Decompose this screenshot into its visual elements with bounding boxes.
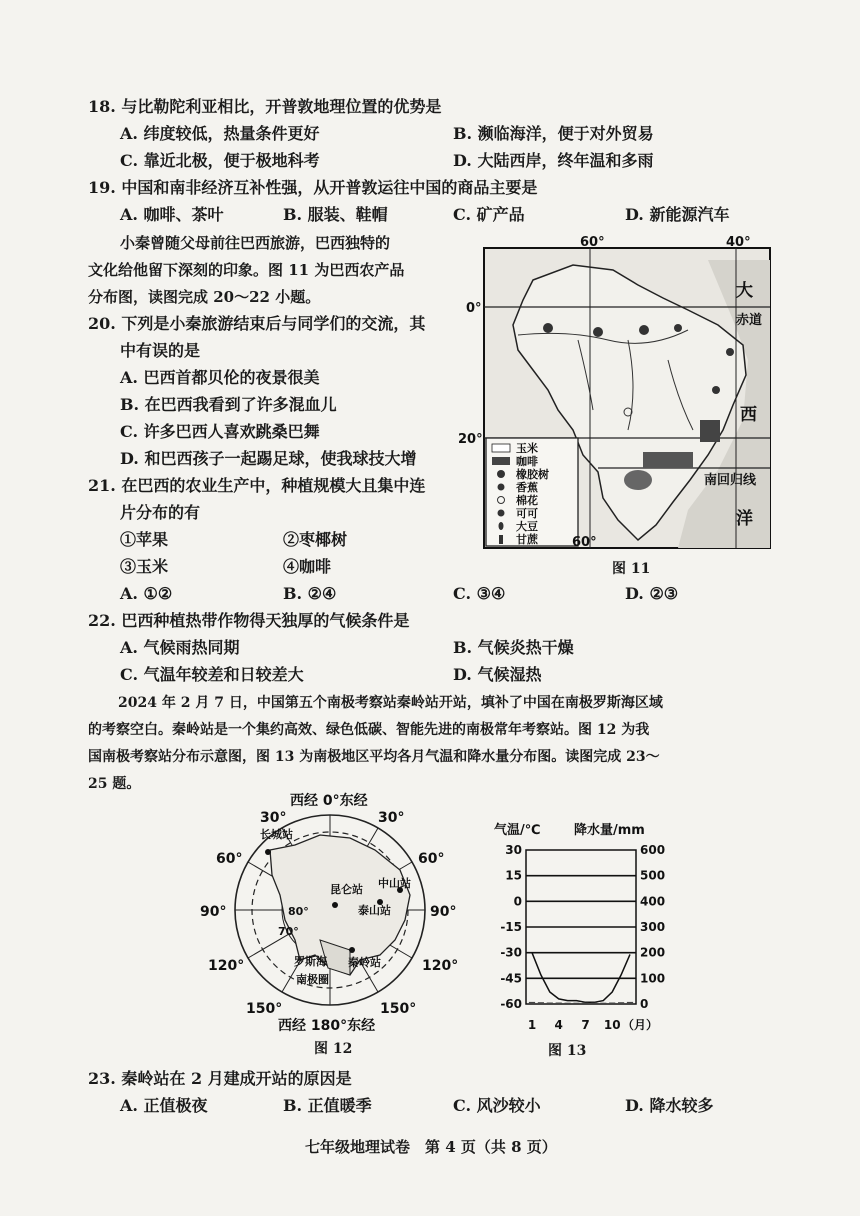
precip-bar — [591, 1003, 597, 1004]
month-tick-label: 7 — [581, 1018, 590, 1032]
intro1-line3: 分布图，读图完成 20～22 小题。 — [88, 288, 321, 306]
fig13-caption: 图 13 — [548, 1043, 587, 1059]
station-zhongshan: 中山站 — [378, 877, 411, 890]
q22-option-a[interactable]: A. 气候雨热同期 — [120, 638, 240, 657]
legend-cocoa: 可可 — [516, 507, 538, 520]
month-unit: （月） — [622, 1018, 659, 1032]
precip-tick-label: 500 — [640, 868, 666, 883]
month-tick-label: 4 — [554, 1018, 563, 1032]
equator-label: 赤道 — [736, 313, 763, 328]
precip-tick-label: 600 — [640, 843, 666, 857]
precip-bar — [547, 1003, 553, 1005]
temp-tick-label: 30 — [505, 843, 522, 857]
ross-sea-label: 罗斯海 — [294, 955, 327, 968]
precip-bar — [538, 1002, 544, 1004]
antarctica-map-svg — [200, 790, 470, 1060]
q23-option-c[interactable]: C. 风沙较小 — [453, 1096, 541, 1115]
ocean-char-2: 西 — [740, 405, 757, 425]
q21-option-a[interactable]: A. ①② — [120, 584, 173, 603]
temp-tick-label: -45 — [500, 971, 522, 986]
q18-option-d[interactable]: D. 大陆西岸，终年温和多雨 — [453, 151, 654, 170]
q23-option-a[interactable]: A. 正值极夜 — [120, 1096, 208, 1115]
station-kunlun: 昆仑站 — [330, 883, 363, 896]
temp-tick-label: -30 — [500, 945, 522, 960]
q22-stem: 22. 巴西种植热带作物得天独厚的气候条件是 — [88, 611, 410, 630]
intro2-line4: 25 题。 — [88, 776, 141, 792]
page-footer: 七年级地理试卷 第 4 页（共 8 页） — [305, 1138, 557, 1156]
month-tick-label: 10 — [603, 1018, 621, 1032]
lat80-label: 80° — [288, 905, 309, 918]
lon30-east: 30° — [378, 810, 405, 826]
q21-stem-line2: 片分布的有 — [120, 503, 201, 522]
legend-coffee: 咖啡 — [516, 455, 538, 468]
q23-stem: 23. 秦岭站在 2 月建成开站的原因是 — [88, 1069, 352, 1088]
station-taishan: 泰山站 — [358, 904, 391, 917]
lat20: 20° — [458, 432, 483, 447]
precip-bar — [573, 1003, 579, 1004]
q20-option-d[interactable]: D. 和巴西孩子一起踢足球，使我球技大增 — [120, 449, 417, 468]
lon60-west: 60° — [216, 851, 243, 867]
precip-bar — [609, 1003, 615, 1005]
ocean-char-1: 大 — [736, 281, 753, 301]
intro2-line2: 的考察空白。秦岭站是一个集约高效、绿色低碳、智能先进的南极常年考察站。图 12 为我 — [88, 722, 650, 738]
precip-tick-label: 400 — [640, 894, 666, 909]
q19-option-c[interactable]: C. 矿产品 — [453, 205, 525, 224]
legend-corn: 玉米 — [516, 442, 538, 455]
precip-tick-label: 300 — [640, 920, 666, 934]
climate-chart — [486, 822, 686, 1032]
intro1-line1: 小秦曾随父母前往巴西旅游，巴西独特的 — [120, 234, 391, 252]
q22-option-b[interactable]: B. 气候炎热干燥 — [453, 638, 574, 657]
lon40: 40° — [726, 235, 751, 250]
q21-option-b[interactable]: B. ②④ — [283, 584, 337, 603]
ocean-char-3: 洋 — [736, 509, 753, 529]
legend-banana: 香蕉 — [516, 481, 538, 494]
precip-bar — [582, 1003, 588, 1004]
q21-option-d[interactable]: D. ②③ — [625, 584, 679, 603]
q20-stem-line1: 20. 下列是小秦旅游结束后与同学们的交流，其 — [88, 314, 426, 333]
temp-axis-label: 气温/℃ — [494, 823, 541, 838]
q23-option-b[interactable]: B. 正值暖季 — [283, 1096, 372, 1115]
coffee-region-2 — [643, 452, 693, 468]
legend-sugarcane: 甘蔗 — [516, 533, 538, 546]
intro2-line1: 2024 年 2 月 7 日，中国第五个南极考察站秦岭站开站，填补了中国在南极罗斯海区域 — [118, 695, 663, 711]
intro2-line3: 国南极考察站分布示意图，图 13 为南极地区平均各月气温和降水量分布图。读图完成 23～ — [88, 749, 660, 765]
precip-bar — [627, 1002, 633, 1004]
q21-stem-line1: 21. 在巴西的农业生产中，种植规模大且集中连 — [88, 476, 426, 495]
lon90-west: 90° — [200, 904, 227, 920]
brazil-map-svg — [458, 235, 778, 552]
q19-stem: 19. 中国和南非经济互补性强，从开普敦运往中国的商品主要是 — [88, 178, 538, 197]
q20-option-a[interactable]: A. 巴西首都贝伦的夜景很美 — [120, 368, 320, 387]
q22-option-d[interactable]: D. 气候湿热 — [453, 665, 542, 684]
precip-tick-label: 200 — [640, 945, 666, 960]
month-tick-label: 1 — [527, 1018, 537, 1032]
q21-item-4: ④咖啡 — [283, 557, 332, 576]
q20-stem-line2: 中有误的是 — [120, 341, 201, 360]
fig11-caption: 图 11 — [612, 561, 651, 577]
precip-tick-label: 0 — [640, 997, 649, 1011]
precip-axis-label: 降水量/mm — [574, 823, 645, 838]
q23-option-d[interactable]: D. 降水较多 — [625, 1096, 714, 1115]
tropic-label: 南回归线 — [704, 473, 757, 488]
q21-item-1: ①苹果 — [120, 530, 169, 549]
legend-rubber: 橡胶树 — [516, 468, 549, 481]
q21-item-3: ③玉米 — [120, 557, 169, 576]
q22-option-c[interactable]: C. 气温年较差和日较差大 — [120, 665, 304, 684]
lon30-west: 30° — [260, 810, 287, 826]
intro1-line2: 文化给他留下深刻的印象。图 11 为巴西农产品 — [88, 261, 405, 279]
lon120-east: 120° — [422, 958, 459, 974]
q19-option-d[interactable]: D. 新能源汽车 — [625, 205, 730, 224]
precip-bar — [618, 1002, 624, 1004]
q21-option-c[interactable]: C. ③④ — [453, 584, 506, 603]
precip-bar — [529, 1002, 535, 1004]
q18-option-b[interactable]: B. 濒临海洋，便于对外贸易 — [453, 124, 654, 143]
q18-option-c[interactable]: C. 靠近北极，便于极地科考 — [120, 151, 320, 170]
precip-bar — [556, 1003, 562, 1005]
q21-item-2: ②枣椰树 — [283, 530, 348, 549]
coffee-region — [700, 420, 720, 442]
temperature-curve — [532, 953, 630, 1003]
precip-bar — [565, 1003, 571, 1004]
q19-option-a[interactable]: A. 咖啡、茶叶 — [120, 205, 224, 224]
legend-cotton: 棉花 — [516, 494, 538, 507]
legend-soybean: 大豆 — [516, 520, 538, 533]
temp-tick-label: -60 — [500, 997, 522, 1011]
lon60-bottom: 60° — [572, 535, 597, 550]
antarctica-map — [200, 790, 470, 1060]
lon60-east: 60° — [418, 851, 445, 867]
brazil-map — [458, 235, 778, 552]
q19-option-b[interactable]: B. 服装、鞋帽 — [283, 205, 388, 224]
temp-tick-label: 0 — [513, 894, 522, 909]
fig12-top-label: 西经 0°东经 — [290, 793, 368, 809]
fig12-caption: 图 12 — [314, 1041, 353, 1057]
antarctic-circle-label: 南极圈 — [296, 973, 329, 986]
lat0: 0° — [466, 301, 482, 316]
lon150-west: 150° — [246, 1001, 283, 1017]
temp-tick-label: 15 — [505, 868, 522, 883]
station-changcheng: 长城站 — [260, 828, 293, 841]
q20-option-c[interactable]: C. 许多巴西人喜欢跳桑巴舞 — [120, 422, 320, 441]
q18-stem: 18. 与比勒陀利亚相比，开普敦地理位置的优势是 — [88, 97, 442, 116]
temp-tick-label: -15 — [500, 920, 522, 934]
lon60-top: 60° — [580, 235, 605, 250]
q18-option-a[interactable]: A. 纬度较低，热量条件更好 — [120, 124, 320, 143]
lon90-east: 90° — [430, 904, 457, 920]
lon120-west: 120° — [208, 958, 245, 974]
climate-chart-svg — [486, 822, 686, 1032]
q20-option-b[interactable]: B. 在巴西我看到了许多混血儿 — [120, 395, 337, 414]
lat70-label: 70° — [278, 925, 299, 938]
precip-bar — [600, 1003, 606, 1004]
lon150-east: 150° — [380, 1001, 417, 1017]
fig12-bottom-label: 西经 180°东经 — [278, 1018, 376, 1034]
station-qinling: 秦岭站 — [348, 956, 381, 969]
precip-tick-label: 100 — [640, 971, 666, 986]
